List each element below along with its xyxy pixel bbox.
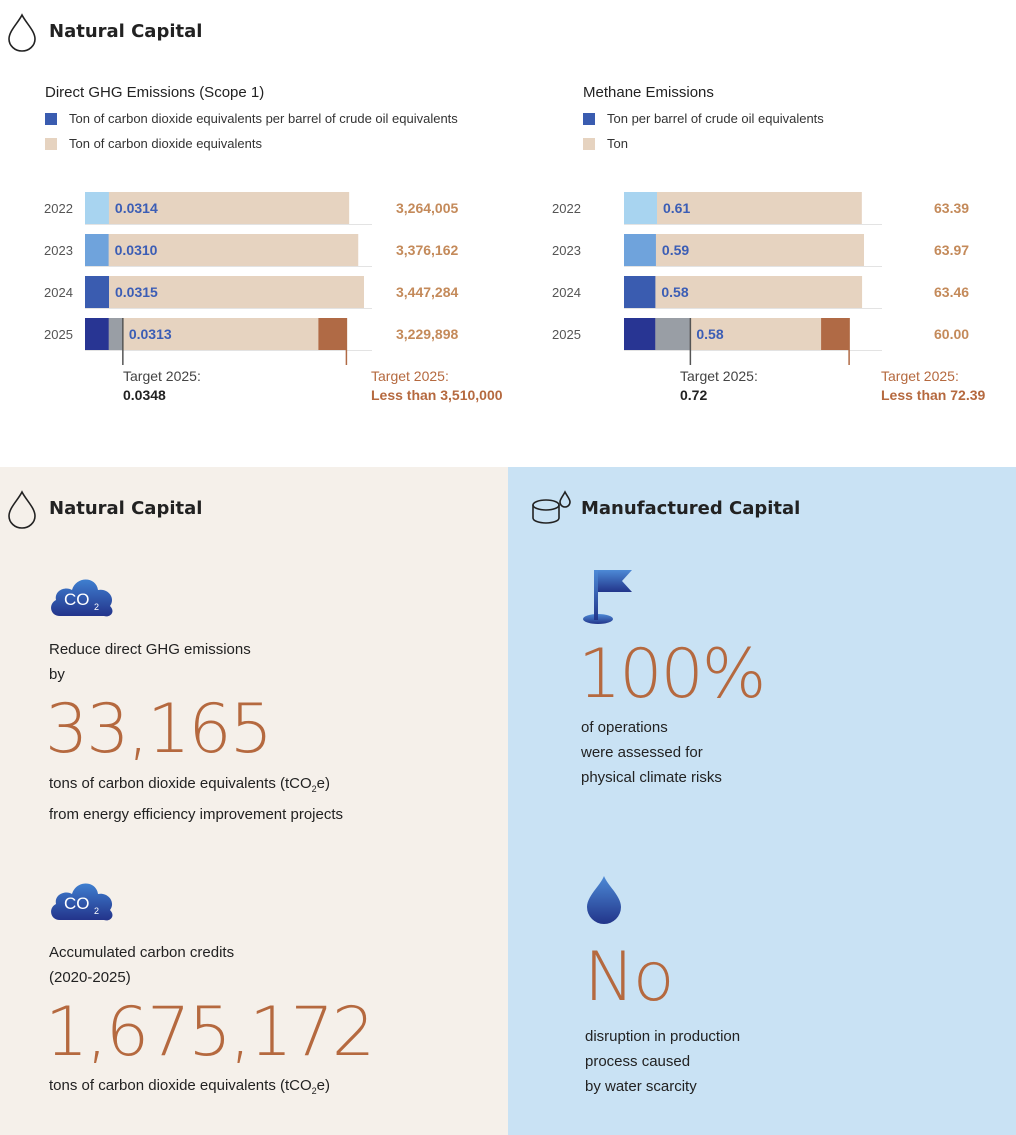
data-label: 0.0314 bbox=[114, 200, 158, 216]
year-label: 2022 bbox=[44, 201, 73, 216]
ghg-bar-chart bbox=[0, 185, 508, 365]
legend-item-intensity bbox=[45, 111, 458, 126]
legend-item-total bbox=[583, 136, 628, 151]
metric-desc-line: by water scarcity bbox=[585, 1078, 697, 1095]
target-value: 0.0348 bbox=[123, 387, 166, 403]
metric-desc bbox=[581, 715, 722, 790]
panel-title: Natural Capital bbox=[49, 498, 203, 519]
metric-lead-line: Reduce direct GHG emissions bbox=[49, 641, 251, 658]
total-bar bbox=[624, 234, 864, 266]
metric-desc-line: were assessed for bbox=[581, 744, 703, 761]
target-value: Less than 3,510,000 bbox=[371, 387, 503, 403]
data-label: 3,229,898 bbox=[396, 326, 459, 342]
legend-item-intensity bbox=[583, 111, 824, 126]
year-label: 2023 bbox=[552, 243, 581, 258]
desc-sub: 2 bbox=[311, 1086, 317, 1096]
intensity-bar bbox=[624, 318, 655, 350]
intensity-bar bbox=[85, 234, 109, 266]
data-label: 0.61 bbox=[663, 200, 691, 216]
legend-swatch bbox=[583, 138, 595, 150]
legend-swatch bbox=[45, 113, 57, 125]
year-label: 2023 bbox=[44, 243, 73, 258]
data-label: 63.97 bbox=[934, 242, 970, 258]
section-title: Natural Capital bbox=[49, 21, 203, 42]
barrel-drop-icon bbox=[530, 488, 576, 528]
data-label: 3,376,162 bbox=[396, 242, 459, 258]
flag-icon bbox=[582, 566, 638, 626]
metric-desc-line: from energy efficiency improvement projects bbox=[49, 806, 344, 823]
panel-title: Manufactured Capital bbox=[581, 498, 801, 519]
metric-desc-line: process caused bbox=[585, 1053, 691, 1070]
chart-title-methane: Methane Emissions bbox=[583, 84, 714, 101]
water-drop-icon bbox=[6, 490, 38, 530]
target-label: Target 2025: bbox=[680, 368, 758, 384]
data-label: 0.59 bbox=[661, 242, 690, 258]
data-label: 0.58 bbox=[696, 326, 724, 342]
co2-cloud-icon bbox=[46, 570, 118, 620]
legend-label: Ton per barrel of crude oil equivalents bbox=[607, 111, 824, 126]
chart-title-ghg: Direct GHG Emissions (Scope 1) bbox=[45, 84, 265, 101]
legend-swatch bbox=[583, 113, 595, 125]
legend-swatch bbox=[45, 138, 57, 150]
co2-icon-sub: 2 bbox=[94, 602, 100, 612]
metric-desc bbox=[585, 1024, 740, 1099]
year-label: 2025 bbox=[552, 327, 581, 342]
metric-value: 100% bbox=[578, 635, 765, 714]
desc-text: e) bbox=[316, 1077, 331, 1094]
target-gap-bar bbox=[821, 318, 849, 350]
intensity-bar bbox=[624, 276, 655, 308]
metric-desc bbox=[49, 1073, 330, 1104]
legend-label: Ton of carbon dioxide equivalents per barrel of crude oil equivalents bbox=[69, 111, 458, 126]
legend-label: Ton bbox=[607, 136, 628, 151]
total-bar bbox=[624, 276, 862, 308]
metric-value: 1,675,172 bbox=[45, 993, 374, 1072]
data-label: 3,447,284 bbox=[396, 284, 459, 300]
year-label: 2022 bbox=[552, 201, 581, 216]
metric-lead-line: (2020-2025) bbox=[49, 969, 131, 986]
metric-lead-line: Accumulated carbon credits bbox=[49, 944, 235, 961]
target-gap-bar bbox=[655, 318, 690, 350]
data-label: 3,264,005 bbox=[396, 200, 459, 216]
metric-desc-line bbox=[49, 771, 343, 802]
desc-text: tons of carbon dioxide equivalents (tCO bbox=[49, 775, 312, 792]
desc-text: tons of carbon dioxide equivalents (tCO bbox=[49, 1077, 312, 1094]
year-label: 2025 bbox=[44, 327, 73, 342]
target-value: 0.72 bbox=[680, 387, 708, 403]
data-label: 0.0310 bbox=[114, 242, 158, 258]
target-label: Target 2025: bbox=[123, 368, 201, 384]
target-value: Less than 72.39 bbox=[881, 387, 986, 403]
desc-sub: 2 bbox=[311, 784, 317, 794]
metric-value: 33,165 bbox=[45, 690, 271, 769]
co2-cloud-icon bbox=[46, 874, 118, 924]
co2-icon-sub: 2 bbox=[94, 906, 100, 916]
year-label: 2024 bbox=[44, 285, 73, 300]
intensity-bar bbox=[624, 234, 656, 266]
data-label: 63.46 bbox=[934, 284, 970, 300]
total-bar bbox=[85, 318, 346, 350]
target-gap-bar bbox=[318, 318, 346, 350]
data-label: 0.0313 bbox=[128, 326, 172, 342]
desc-text: e) bbox=[316, 775, 331, 792]
metric-value: No bbox=[584, 938, 673, 1017]
target-label: Target 2025: bbox=[371, 368, 449, 384]
data-label: 0.58 bbox=[661, 284, 689, 300]
data-label: 60.00 bbox=[934, 326, 970, 342]
metric-desc-line: physical climate risks bbox=[581, 769, 722, 786]
intensity-bar bbox=[85, 318, 109, 350]
methane-bar-chart bbox=[508, 185, 1016, 365]
intensity-bar bbox=[85, 276, 109, 308]
intensity-bar bbox=[85, 192, 109, 224]
water-drop-icon bbox=[584, 874, 624, 926]
top-section bbox=[0, 0, 1016, 467]
metric-desc-line: disruption in production bbox=[585, 1028, 741, 1045]
metric-lead bbox=[49, 637, 251, 687]
legend-item-total bbox=[45, 136, 262, 151]
metric-desc bbox=[49, 771, 343, 827]
data-label: 63.39 bbox=[934, 200, 970, 216]
total-bar bbox=[624, 192, 862, 224]
data-label: 0.0315 bbox=[115, 284, 158, 300]
metric-desc-line bbox=[49, 1073, 330, 1104]
metric-lead bbox=[49, 940, 234, 990]
year-label: 2024 bbox=[552, 285, 581, 300]
target-label: Target 2025: bbox=[881, 368, 959, 384]
water-drop-icon bbox=[6, 13, 38, 53]
legend-label: Ton of carbon dioxide equivalents bbox=[69, 136, 262, 151]
co2-icon-label: CO bbox=[64, 590, 90, 609]
co2-icon-label: CO bbox=[64, 894, 90, 913]
metric-desc-line: of operations bbox=[581, 719, 668, 736]
target-gap-bar bbox=[109, 318, 123, 350]
metric-lead-line: by bbox=[49, 666, 65, 683]
intensity-bar bbox=[624, 192, 657, 224]
